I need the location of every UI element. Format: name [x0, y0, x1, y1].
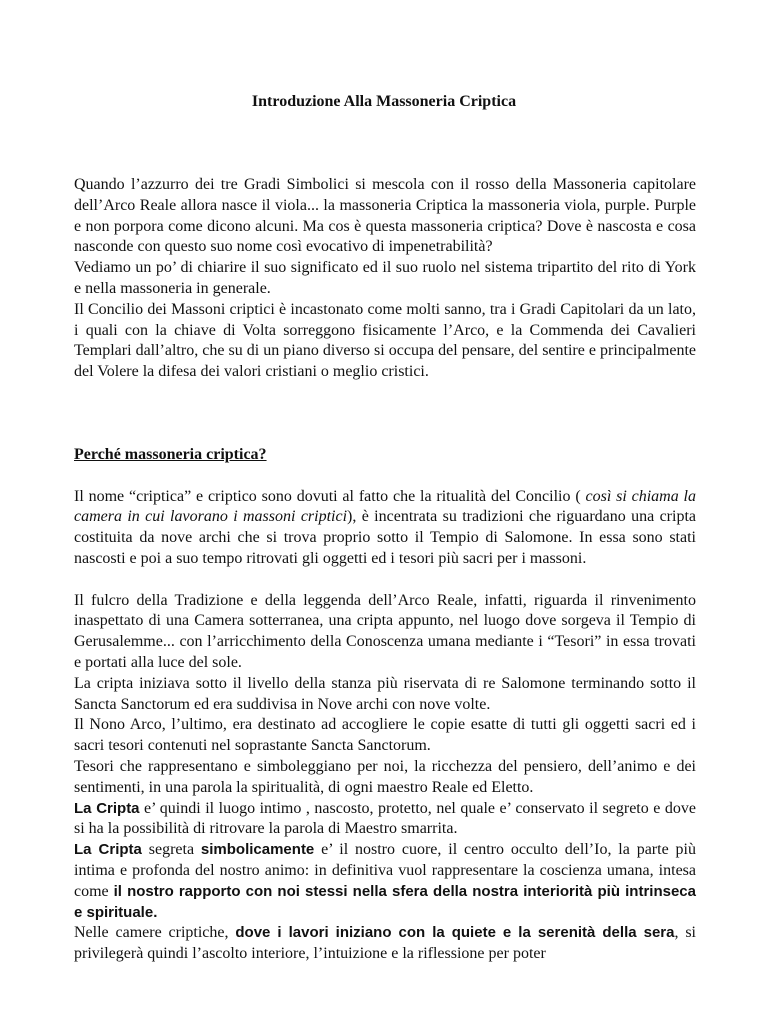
section-paragraph-2: Il fulcro della Tradizione e della leggenda dell’Arco Reale, infatti, riguarda il rinvenimento inaspettato di una Camera sotterranea, una cripta appunto, nel luogo dove sorgeva il Tempio di Gerusalemme... con l’arricchimento della Conoscenza umana mediante i “Tesori” in essa trovati e portati alla luce del sole. [74, 591, 696, 671]
criptica-section [74, 445, 696, 965]
document-title: Introduzione Alla Massoneria Criptica [251, 93, 517, 110]
intro-section [74, 175, 696, 383]
section-paragraph-5: Tesori che rappresentano e simboleggiano per noi, la ricchezza del pensiero, dell’animo e dei sentimenti, in una parola la spiritualità, di ogni maestro Reale ed Eletto. [74, 757, 696, 796]
intro-paragraph-2: Vediamo un po’ di chiarire il suo significato ed il suo ruolo nel sistema tripartito del rito di York e nella massoneria in generale. [74, 259, 696, 297]
cripta-paragraph-2: La Cripta segreta simbolicamente e’ il nostro cuore, il centro occulto dell’Io, la parte più intima e profonda del nostro animo: in definitiva vuol rappresentare la coscienza umana, intesa come il nostro rapporto con noi stessi nella sfera della nostra interiorità più intrinseca e spirituale. [74, 841, 696, 921]
section-paragraph-3: La cripta iniziava sotto il livello della stanza più riservata di re Salomone terminando sotto il Sancta Sanctorum ed era suddivisa in Nove archi con nove volte. [74, 674, 696, 713]
intro-paragraph-3: Il Concilio dei Massoni criptici è incastonato come molti sanno, tra i Gradi Capitolari da un lato, i quali con la chiave di Volta sorreggono fisicamente l’Arco, e la Commenda dei Cavalieri Templari dall’altro, che su di un piano diverso si occupa del pensare, del sentire e principalmente del Volere la difesa dei valori cristiani o meglio cristici. [74, 300, 696, 381]
cripta-paragraph-1: La Cripta e’ quindi il luogo intimo , nascosto, protetto, nel quale e’ conservato il segreto e dove si ha la possibilità di ritrovare la parola di Maestro smarrita. [74, 799, 696, 838]
intro-paragraph-1: Quando l’azzurro dei tre Gradi Simbolici si mescola con il rosso della Massoneria capitolare dell’Arco Reale allora nasce il viola... la massoneria Criptica la massoneria viola, purple. Purple e non porpora come dicono alcuni. Ma cos è questa massoneria criptica? Dove è nascosta e cosa nasconde con questo suo nome così evocativo di impenetrabilità? [74, 176, 696, 256]
closing-paragraph: Nelle camere criptiche, dove i lavori iniziano con la quiete e la serenità della sera, si privilegerà quindi l’ascolto interiore, l’intuizione e la riflessione per poter [74, 924, 696, 963]
section-paragraph-4: Il Nono Arco, l’ultimo, era destinato ad accogliere le copie esatte di tutti gli oggetti sacri ed i sacri tesori contenuti nel soprastante Sancta Sanctorum. [74, 716, 696, 755]
section-paragraph-1: Il nome “criptica” e criptico sono dovuti al fatto che la ritualità del Concilio ( così si chiama la camera in cui lavorano i massoni criptici), è incentrata su tradizioni che riguardano una cripta costituita da nove archi che si trova proprio sotto il Tempio di Salomone. In essa sono stati nascosti e poi a suo tempo ritrovati gli oggetti ed i tesori più sacri per i massoni. [74, 487, 697, 567]
section-heading: Perché massoneria criptica? [74, 446, 267, 463]
